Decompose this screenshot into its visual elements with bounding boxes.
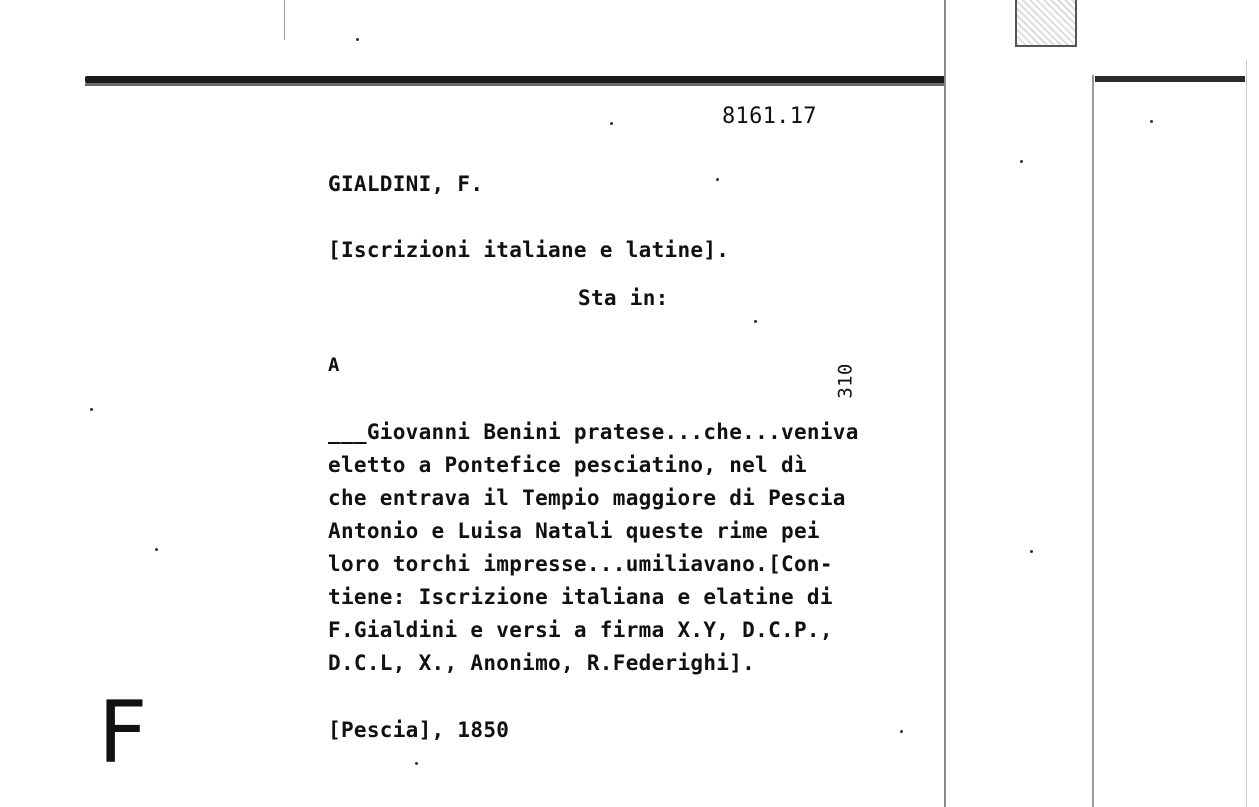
- scan-edge-line: [1246, 60, 1247, 807]
- speck: [716, 178, 719, 181]
- description-line: eletto a Pontefice pesciatino, nel dì: [328, 453, 807, 477]
- description-line: che entrava il Tempio maggiore di Pescia: [328, 486, 846, 510]
- description-line: ___Giovanni Benini pratese...che...veniva: [328, 420, 859, 444]
- side-number: 310: [834, 363, 857, 399]
- contained-in-label: Sta in:: [578, 286, 669, 310]
- speck: [1030, 550, 1033, 553]
- speck: [610, 122, 613, 125]
- speck: [900, 730, 903, 733]
- speck: [90, 408, 93, 411]
- description-line: tiene: Iscrizione italiana e elatine di: [328, 585, 833, 609]
- speck: [415, 762, 418, 765]
- card-edge-line-right: [1092, 75, 1094, 807]
- speck: [1150, 120, 1153, 123]
- speck: [155, 548, 158, 551]
- description-line: D.C.L, X., Anonimo, R.Federighi].: [328, 651, 756, 675]
- section-letter: A: [328, 354, 340, 376]
- scan-mark-line: [284, 0, 285, 40]
- card-edge-line: [944, 0, 946, 807]
- description-line: F.Gialdini e versi a firma X.Y, D.C.P.,: [328, 618, 833, 642]
- corner-tab: [1015, 0, 1077, 47]
- description-line: Antonio e Luisa Natali queste rime pei: [328, 519, 820, 543]
- speck: [1020, 160, 1023, 163]
- right-border-rule: [1095, 76, 1245, 82]
- shelfmark-number: 8161.17: [722, 104, 817, 129]
- description-line: loro torchi impresse...umiliavano.[Con-: [328, 552, 833, 576]
- work-title: [Iscrizioni italiane e latine].: [328, 238, 730, 262]
- author-heading: GIALDINI, F.: [328, 172, 484, 196]
- speck: [754, 320, 757, 323]
- speck: [356, 38, 359, 41]
- margin-letter: F: [98, 683, 148, 783]
- top-border-rule: [85, 76, 945, 83]
- imprint-line: [Pescia], 1850: [328, 718, 510, 742]
